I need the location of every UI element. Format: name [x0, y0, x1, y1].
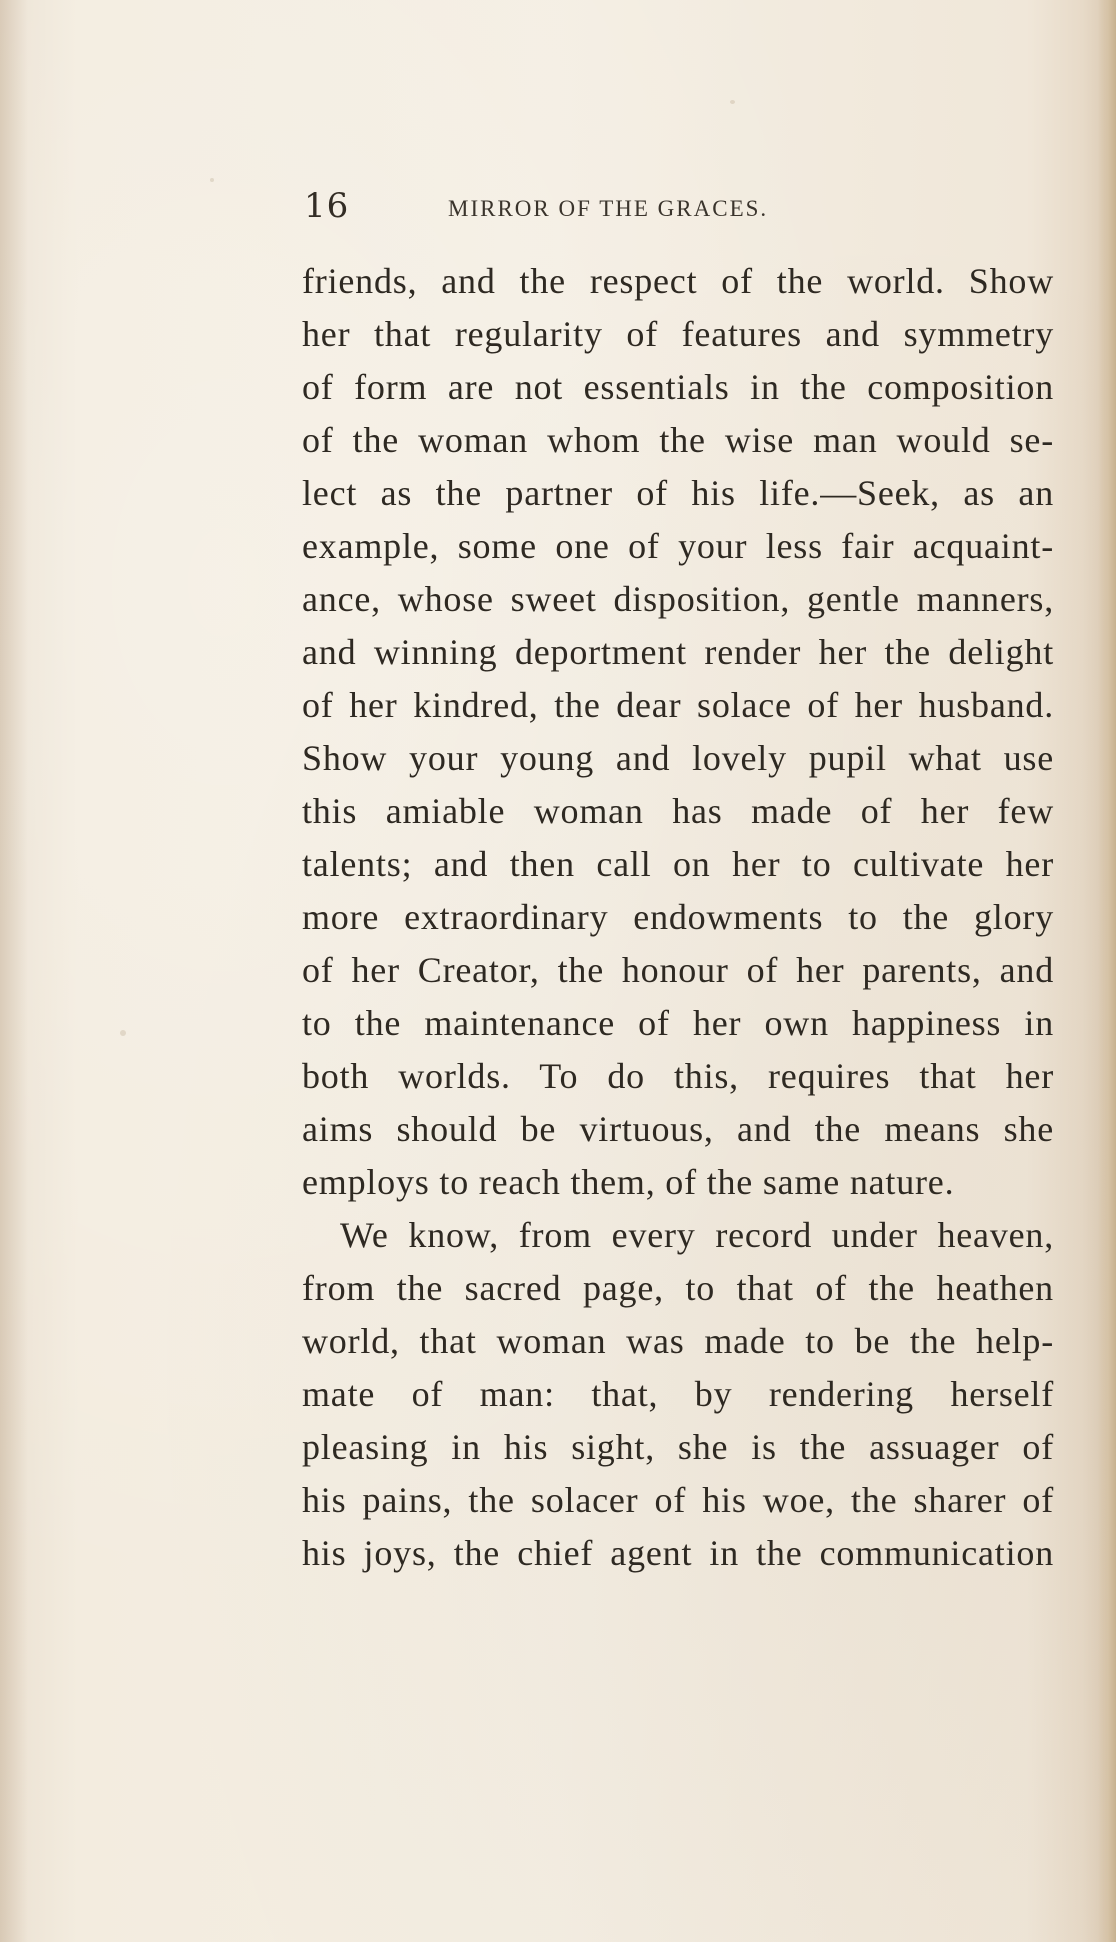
page-number: 16	[304, 186, 350, 226]
text-line: of her Creator, the honour of her parents, and	[302, 950, 1054, 990]
text-line: ance, whose sweet disposition, gentle manners,	[302, 579, 1054, 619]
text-line: of form are not essentials in the composition	[302, 367, 1054, 407]
page-left-edge-wear	[0, 0, 28, 1942]
body-text	[302, 255, 1054, 1580]
text-line: his pains, the solacer of his woe, the sharer of	[302, 1480, 1054, 1520]
text-line: We know, from every record under heaven,	[340, 1215, 1054, 1255]
text-line: both worlds. To do this, requires that her	[302, 1056, 1054, 1096]
text-line: and winning deportment render her the delight	[302, 632, 1054, 672]
paragraph	[302, 255, 1054, 1209]
text-line: friends, and the respect of the world. Show	[302, 261, 1054, 301]
text-line: lect as the partner of his life.—Seek, as an	[302, 473, 1054, 513]
text-line: to the maintenance of her own happiness in	[302, 1003, 1054, 1043]
text-line: Show your young and lovely pupil what use	[302, 738, 1054, 778]
text-line: mate of man: that, by rendering herself	[302, 1374, 1054, 1414]
text-line: more extraordinary endowments to the glory	[302, 897, 1054, 937]
text-line: of her kindred, the dear solace of her husband.	[302, 685, 1054, 725]
text-line: from the sacred page, to that of the heathen	[302, 1268, 1054, 1308]
text-line: pleasing in his sight, she is the assuager of	[302, 1427, 1054, 1467]
text-line: his joys, the chief agent in the communication	[302, 1533, 1054, 1573]
text-line: employs to reach them, of the same nature.	[302, 1162, 955, 1202]
paper-foxing-spot	[210, 178, 214, 182]
text-line: world, that woman was made to be the help-	[302, 1321, 1054, 1361]
text-line: aims should be virtuous, and the means she	[302, 1109, 1054, 1149]
page-right-edge	[1098, 0, 1116, 1942]
text-line: her that regularity of features and symmetry	[302, 314, 1054, 354]
text-line: this amiable woman has made of her few	[302, 791, 1054, 831]
text-line: example, some one of your less fair acquaint-	[302, 526, 1054, 566]
paper-foxing-spot	[120, 1030, 126, 1036]
paragraph	[302, 1209, 1054, 1580]
text-line: of the woman whom the wise man would se-	[302, 420, 1054, 460]
running-title: MIRROR OF THE GRACES.	[448, 196, 769, 221]
text-line: talents; and then call on her to cultivate her	[302, 844, 1054, 884]
page-header	[300, 186, 1060, 236]
paper-foxing-spot	[730, 100, 735, 104]
